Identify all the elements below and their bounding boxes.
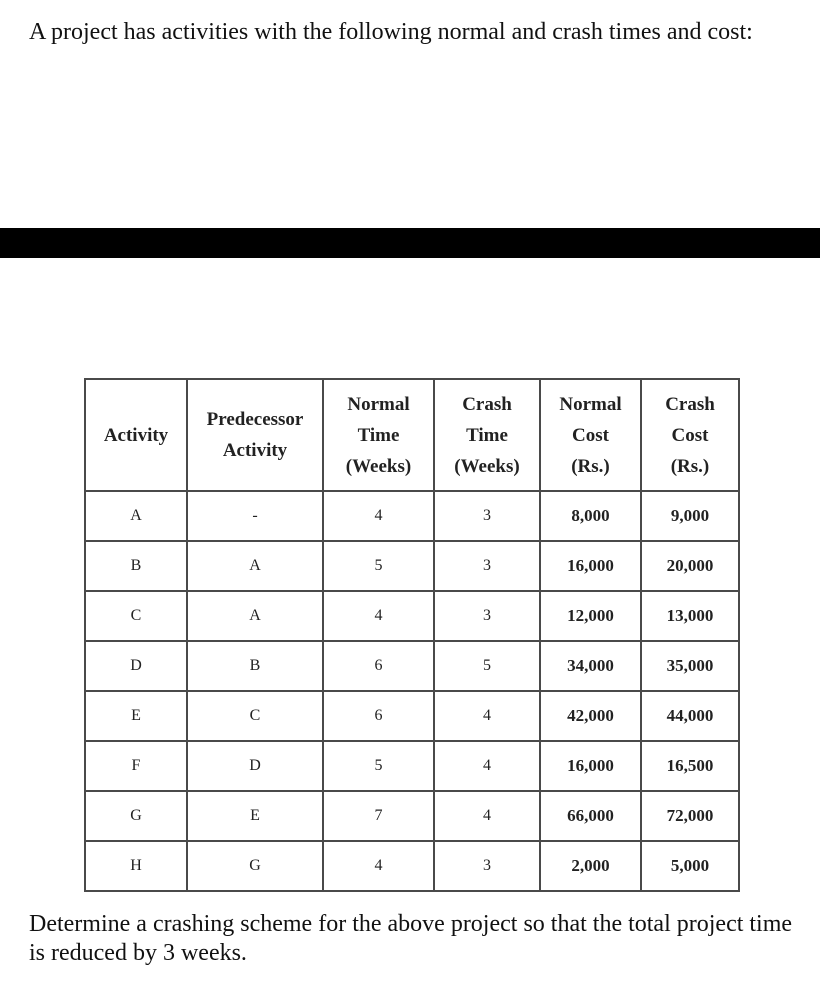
activity-table [84, 378, 740, 892]
header-predecessor-line-2: Activity [222, 440, 288, 461]
header-crash-cost-line-3: (Rs.) [670, 455, 710, 477]
cell-crash-cost: 35,000 [641, 641, 739, 691]
cell-predecessor: - [187, 491, 323, 541]
cell-activity: C [85, 591, 187, 641]
cell-predecessor: E [187, 791, 323, 841]
cell-normal-time: 4 [323, 491, 434, 541]
table-row [85, 491, 739, 541]
header-normal-time-line-2: Time [357, 424, 400, 446]
cell-predecessor: A [187, 541, 323, 591]
cell-activity: A [85, 491, 187, 541]
cell-crash-cost: 13,000 [641, 591, 739, 641]
header-crash-cost [641, 379, 739, 491]
cell-crash-cost: 72,000 [641, 791, 739, 841]
header-crash-time [434, 379, 540, 491]
cell-predecessor: A [187, 591, 323, 641]
cell-normal-cost: 42,000 [540, 691, 641, 741]
cell-activity: F [85, 741, 187, 791]
cell-crash-cost: 5,000 [641, 841, 739, 891]
cell-predecessor: C [187, 691, 323, 741]
cell-crash-time: 5 [434, 641, 540, 691]
cell-activity: D [85, 641, 187, 691]
cell-predecessor: B [187, 641, 323, 691]
cell-crash-time: 3 [434, 591, 540, 641]
cell-crash-time: 4 [434, 741, 540, 791]
table-row [85, 591, 739, 641]
header-normal-time [323, 379, 434, 491]
table-row [85, 741, 739, 791]
header-normal-cost-line-2: Cost [572, 424, 609, 446]
header-normal-cost [540, 379, 641, 491]
cell-crash-cost: 20,000 [641, 541, 739, 591]
cell-normal-cost: 66,000 [540, 791, 641, 841]
question-text: Determine a crashing scheme for the above project so that the total project time is reduced by 3 weeks. [29, 911, 793, 966]
header-normal-cost-line-3: (Rs.) [571, 455, 610, 477]
cell-normal-time: 6 [323, 641, 434, 691]
cell-crash-time: 4 [434, 691, 540, 741]
cell-crash-time: 3 [434, 491, 540, 541]
cell-normal-time: 4 [323, 591, 434, 641]
header-crash-time-line-1: Crash [462, 393, 512, 415]
header-crash-cost-line-1: Crash [665, 393, 715, 415]
header-crash-cost-line-2: Cost [671, 424, 709, 446]
cell-normal-cost: 34,000 [540, 641, 641, 691]
cell-predecessor: D [187, 741, 323, 791]
cell-normal-time: 7 [323, 791, 434, 841]
cell-crash-time: 3 [434, 841, 540, 891]
header-predecessor [187, 379, 323, 491]
table-row [85, 791, 739, 841]
cell-crash-cost: 44,000 [641, 691, 739, 741]
cell-normal-time: 5 [323, 741, 434, 791]
cell-crash-cost: 16,500 [641, 741, 739, 791]
header-normal-cost-line-1: Normal [559, 393, 622, 415]
table-row [85, 841, 739, 891]
table-row [85, 691, 739, 741]
table-header-row [85, 379, 739, 491]
cell-activity: H [85, 841, 187, 891]
cell-normal-cost: 12,000 [540, 591, 641, 641]
cell-normal-time: 5 [323, 541, 434, 591]
header-crash-time-line-2: Time [466, 424, 508, 446]
cell-crash-time: 3 [434, 541, 540, 591]
cell-predecessor: G [187, 841, 323, 891]
header-crash-time-line-3: (Weeks) [454, 455, 520, 477]
table-row [85, 541, 739, 591]
header-predecessor-line-1: Predecessor [206, 409, 304, 430]
intro-text: A project has activities with the following normal and crash times and cost: [29, 19, 753, 45]
cell-crash-time: 4 [434, 791, 540, 841]
header-activity [85, 379, 187, 491]
table-row [85, 641, 739, 691]
cell-crash-cost: 9,000 [641, 491, 739, 541]
cell-activity: G [85, 791, 187, 841]
cell-normal-cost: 2,000 [540, 841, 641, 891]
redaction-bar [0, 228, 820, 258]
cell-normal-cost: 8,000 [540, 491, 641, 541]
cell-normal-cost: 16,000 [540, 541, 641, 591]
header-normal-time-line-3: (Weeks) [345, 455, 412, 477]
header-normal-time-line-1: Normal [347, 393, 410, 415]
cell-activity: E [85, 691, 187, 741]
cell-normal-time: 6 [323, 691, 434, 741]
cell-activity: B [85, 541, 187, 591]
cell-normal-cost: 16,000 [540, 741, 641, 791]
cell-normal-time: 4 [323, 841, 434, 891]
header-activity-line: Activity [103, 424, 169, 446]
